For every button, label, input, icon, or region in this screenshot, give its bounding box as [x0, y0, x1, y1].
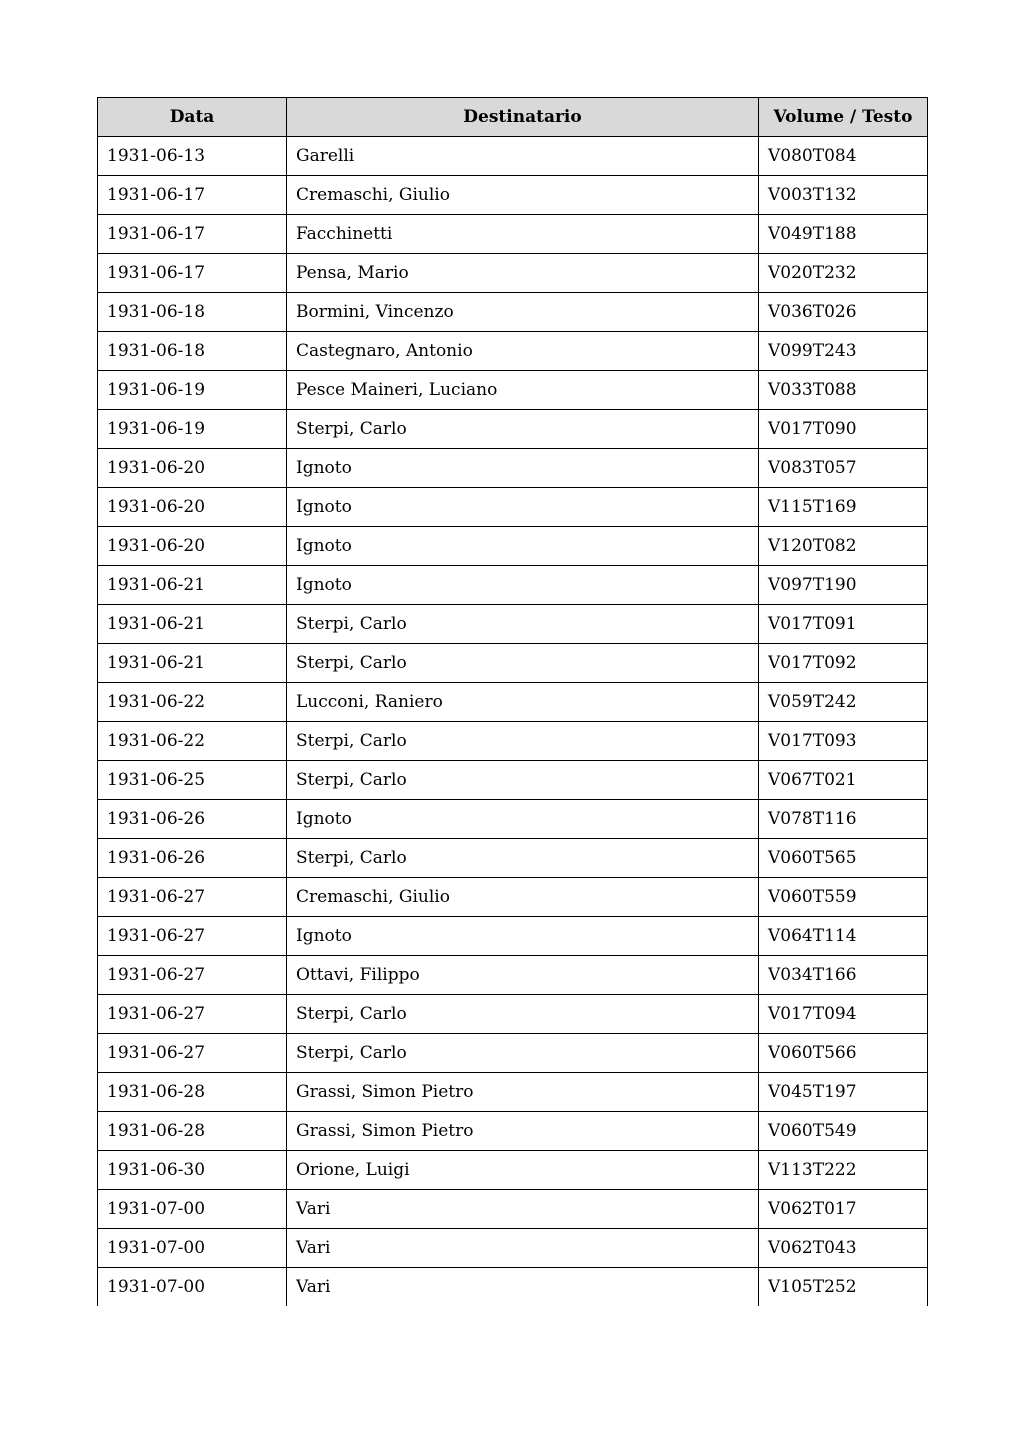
cell-date: 1931-06-27 [98, 917, 287, 956]
cell-destinatario: Lucconi, Raniero [287, 683, 759, 722]
cell-volume-testo: V080T084 [759, 137, 928, 176]
cell-destinatario: Ignoto [287, 800, 759, 839]
cell-date: 1931-06-18 [98, 293, 287, 332]
cell-volume-testo: V062T017 [759, 1190, 928, 1229]
cell-volume-testo: V099T243 [759, 332, 928, 371]
table-row [98, 176, 928, 215]
cell-date: 1931-06-20 [98, 449, 287, 488]
cell-date: 1931-06-17 [98, 254, 287, 293]
table-row [98, 605, 928, 644]
table-row [98, 839, 928, 878]
cell-volume-testo: V020T232 [759, 254, 928, 293]
cell-volume-testo: V067T021 [759, 761, 928, 800]
table-row [98, 449, 928, 488]
cell-date: 1931-06-20 [98, 527, 287, 566]
cell-date: 1931-06-28 [98, 1073, 287, 1112]
cell-date: 1931-06-17 [98, 215, 287, 254]
table-row [98, 254, 928, 293]
table-row [98, 1034, 928, 1073]
table-row [98, 137, 928, 176]
cell-destinatario: Cremaschi, Giulio [287, 878, 759, 917]
cell-volume-testo: V036T026 [759, 293, 928, 332]
table-row [98, 722, 928, 761]
cell-date: 1931-06-19 [98, 371, 287, 410]
cell-date: 1931-06-27 [98, 878, 287, 917]
cell-volume-testo: V097T190 [759, 566, 928, 605]
cell-volume-testo: V017T090 [759, 410, 928, 449]
cell-destinatario: Pensa, Mario [287, 254, 759, 293]
table-row [98, 1151, 928, 1190]
cell-date: 1931-07-00 [98, 1229, 287, 1268]
cell-volume-testo: V060T559 [759, 878, 928, 917]
cell-date: 1931-06-28 [98, 1112, 287, 1151]
cell-volume-testo: V017T093 [759, 722, 928, 761]
cell-date: 1931-06-27 [98, 1034, 287, 1073]
table-row [98, 800, 928, 839]
table-row [98, 488, 928, 527]
table-row [98, 566, 928, 605]
cell-date: 1931-06-30 [98, 1151, 287, 1190]
cell-destinatario: Ignoto [287, 917, 759, 956]
table-row [98, 371, 928, 410]
cell-date: 1931-06-13 [98, 137, 287, 176]
cell-destinatario: Sterpi, Carlo [287, 605, 759, 644]
cell-date: 1931-06-19 [98, 410, 287, 449]
cell-date: 1931-06-18 [98, 332, 287, 371]
cell-date: 1931-06-25 [98, 761, 287, 800]
cell-destinatario: Bormini, Vincenzo [287, 293, 759, 332]
cell-volume-testo: V049T188 [759, 215, 928, 254]
cell-volume-testo: V045T197 [759, 1073, 928, 1112]
table-row [98, 293, 928, 332]
cell-date: 1931-06-26 [98, 839, 287, 878]
cell-destinatario: Sterpi, Carlo [287, 644, 759, 683]
cell-destinatario: Ignoto [287, 488, 759, 527]
cell-destinatario: Vari [287, 1190, 759, 1229]
cell-date: 1931-06-22 [98, 683, 287, 722]
cell-volume-testo: V060T565 [759, 839, 928, 878]
cell-volume-testo: V033T088 [759, 371, 928, 410]
table-row [98, 917, 928, 956]
table-row [98, 410, 928, 449]
cell-volume-testo: V062T043 [759, 1229, 928, 1268]
cell-volume-testo: V003T132 [759, 176, 928, 215]
cell-date: 1931-06-21 [98, 644, 287, 683]
table-row [98, 215, 928, 254]
cell-destinatario: Ignoto [287, 527, 759, 566]
cell-destinatario: Sterpi, Carlo [287, 761, 759, 800]
cell-date: 1931-06-21 [98, 566, 287, 605]
cell-volume-testo: V017T091 [759, 605, 928, 644]
cell-destinatario: Sterpi, Carlo [287, 722, 759, 761]
table-row [98, 1112, 928, 1151]
cell-destinatario: Facchinetti [287, 215, 759, 254]
table-row [98, 683, 928, 722]
cell-destinatario: Garelli [287, 137, 759, 176]
cell-destinatario: Ottavi, Filippo [287, 956, 759, 995]
table-row [98, 644, 928, 683]
cell-destinatario: Sterpi, Carlo [287, 410, 759, 449]
header-destinatario: Destinatario [287, 98, 759, 137]
cell-date: 1931-06-27 [98, 956, 287, 995]
cell-volume-testo: V120T082 [759, 527, 928, 566]
cell-volume-testo: V017T094 [759, 995, 928, 1034]
cell-date: 1931-06-27 [98, 995, 287, 1034]
cell-date: 1931-06-21 [98, 605, 287, 644]
cell-volume-testo: V034T166 [759, 956, 928, 995]
header-data: Data [98, 98, 287, 137]
cell-destinatario: Orione, Luigi [287, 1151, 759, 1190]
cell-volume-testo: V060T566 [759, 1034, 928, 1073]
table-row [98, 1229, 928, 1268]
table-row [98, 332, 928, 371]
cell-date: 1931-06-22 [98, 722, 287, 761]
cell-volume-testo: V064T114 [759, 917, 928, 956]
table-row [98, 527, 928, 566]
table-body [98, 137, 928, 1307]
cell-destinatario: Sterpi, Carlo [287, 995, 759, 1034]
cell-volume-testo: V060T549 [759, 1112, 928, 1151]
cell-volume-testo: V113T222 [759, 1151, 928, 1190]
table-row [98, 956, 928, 995]
cell-destinatario: Sterpi, Carlo [287, 1034, 759, 1073]
header-volume-testo: Volume / Testo [759, 98, 928, 137]
cell-destinatario: Cremaschi, Giulio [287, 176, 759, 215]
cell-destinatario: Ignoto [287, 566, 759, 605]
cell-volume-testo: V115T169 [759, 488, 928, 527]
cell-destinatario: Sterpi, Carlo [287, 839, 759, 878]
cell-destinatario: Grassi, Simon Pietro [287, 1112, 759, 1151]
table-row [98, 995, 928, 1034]
cell-date: 1931-07-00 [98, 1268, 287, 1307]
cell-destinatario: Vari [287, 1229, 759, 1268]
cell-date: 1931-06-17 [98, 176, 287, 215]
table-row [98, 1268, 928, 1307]
letters-table [97, 97, 928, 1306]
cell-destinatario: Castegnaro, Antonio [287, 332, 759, 371]
table-header [98, 98, 928, 137]
cell-destinatario: Ignoto [287, 449, 759, 488]
table-row [98, 878, 928, 917]
cell-destinatario: Pesce Maineri, Luciano [287, 371, 759, 410]
cell-date: 1931-06-20 [98, 488, 287, 527]
cell-volume-testo: V105T252 [759, 1268, 928, 1307]
table-row [98, 1073, 928, 1112]
cell-destinatario: Grassi, Simon Pietro [287, 1073, 759, 1112]
table-row [98, 1190, 928, 1229]
table-row [98, 761, 928, 800]
cell-volume-testo: V078T116 [759, 800, 928, 839]
header-row [98, 98, 928, 137]
cell-destinatario: Vari [287, 1268, 759, 1307]
cell-date: 1931-06-26 [98, 800, 287, 839]
cell-volume-testo: V017T092 [759, 644, 928, 683]
cell-volume-testo: V059T242 [759, 683, 928, 722]
cell-volume-testo: V083T057 [759, 449, 928, 488]
cell-date: 1931-07-00 [98, 1190, 287, 1229]
